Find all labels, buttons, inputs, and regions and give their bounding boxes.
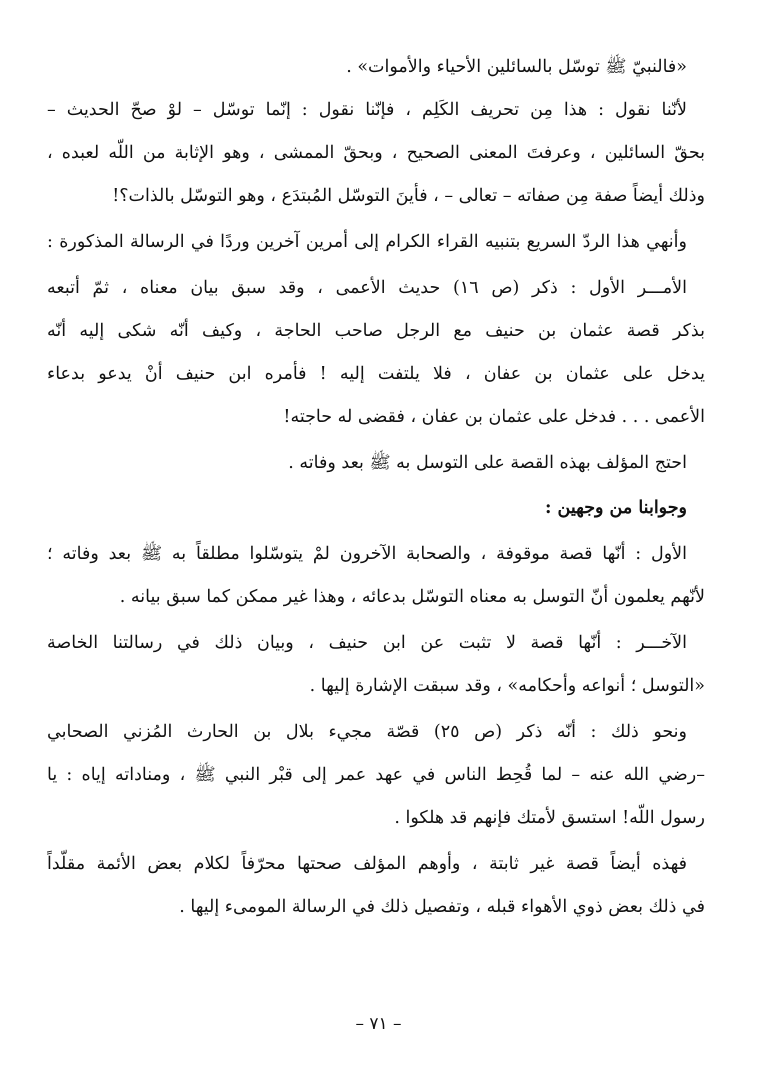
text-line: وذلك أيضاً صفة مِن صفاته – تعالى – ، فأينَ التوسّل المُبتدَع ، وهو التوسّل بالذات؟! bbox=[112, 186, 705, 206]
text-line: لأنّنا نقول : هذا مِن تحريف الكَلِم ، فإنّنا نقول : إنّما توسّل – لوْ صحّ الحديث – bbox=[47, 100, 687, 120]
section-heading: وجوابنا من وجهين : bbox=[544, 498, 687, 518]
text-line: الأمـــر الأول : ذكر (ص ١٦) حديث الأعمى ، وقد سبق بيان معناه ، ثمّ أتبعه bbox=[47, 278, 687, 298]
text-line: ونحو ذلك : أنّه ذكر (ص ٢٥) قصّة مجيء بلال بن الحارث المُزني الصحابي bbox=[47, 722, 687, 742]
text-line: الأول : أنّها قصة موقوفة ، والصحابة الآخرون لمْ يتوسّلوا مطلقاً به ﷺ بعد وفاته ؛ bbox=[47, 544, 687, 564]
text-line: في ذلك بعض ذوي الأهواء قبله ، وتفصيل ذلك في الرسالة المومىء إليها . bbox=[179, 897, 705, 917]
text-line: الآخـــر : أنّها قصة لا تثبت عن ابن حنيف ، وبيان ذلك في رسالتنا الخاصة bbox=[47, 633, 687, 653]
text-line: «التوسل ؛ أنواعه وأحكامه» ، وقد سبقت الإشارة إليها . bbox=[309, 676, 705, 696]
text-line: لأنّهم يعلمون أنّ التوسل به معناه التوسّل بدعائه ، وهذا غير ممكن كما سبق بيانه . bbox=[119, 587, 705, 607]
page-number: – ٧١ – bbox=[355, 1014, 402, 1034]
text-line: وأنهي هذا الردّ السريع بتنبيه القراء الكرام إلى أمرين آخرين وردًا في الرسالة المذكورة : bbox=[47, 232, 687, 252]
text-line: الأعمى . . . فدخل على عثمان بن عفان ، فقضى له حاجته! bbox=[283, 407, 705, 427]
text-line: يدخل على عثمان بن عفان ، فلا يلتفت إليه ! فأمره ابن حنيف أنْ يدعو بدعاء bbox=[47, 364, 705, 384]
text-line: فهذه أيضاً قصة غير ثابتة ، وأوهم المؤلف صحتها محرّفاً لكلام بعض الأئمة مقلّداً bbox=[47, 854, 687, 874]
text-line: –رضي الله عنه – لما قُحِط الناس في عهد عمر إلى قبْر النبي ﷺ ، ومناداته إياه : يا bbox=[47, 765, 705, 785]
text-line: بذكر قصة عثمان بن حنيف مع الرجل صاحب الحاجة ، وكيف أنّه شكى إليه أنّه bbox=[47, 321, 705, 341]
text-line: احتج المؤلف بهذه القصة على التوسل به ﷺ بعد وفاته . bbox=[288, 453, 687, 473]
text-line: بحقّ السائلين ، وعرفتَ المعنى الصحيح ، وبحقّ الممشى ، وهو الإثابة من اللّه لعبده ، bbox=[47, 143, 705, 163]
text-line: «فالنبيّ ﷺ توسّل بالسائلين الأحياء والأموات» . bbox=[346, 57, 687, 77]
text-line: رسول اللّه! استسق لأمتك فإنهم قد هلكوا . bbox=[394, 808, 705, 828]
